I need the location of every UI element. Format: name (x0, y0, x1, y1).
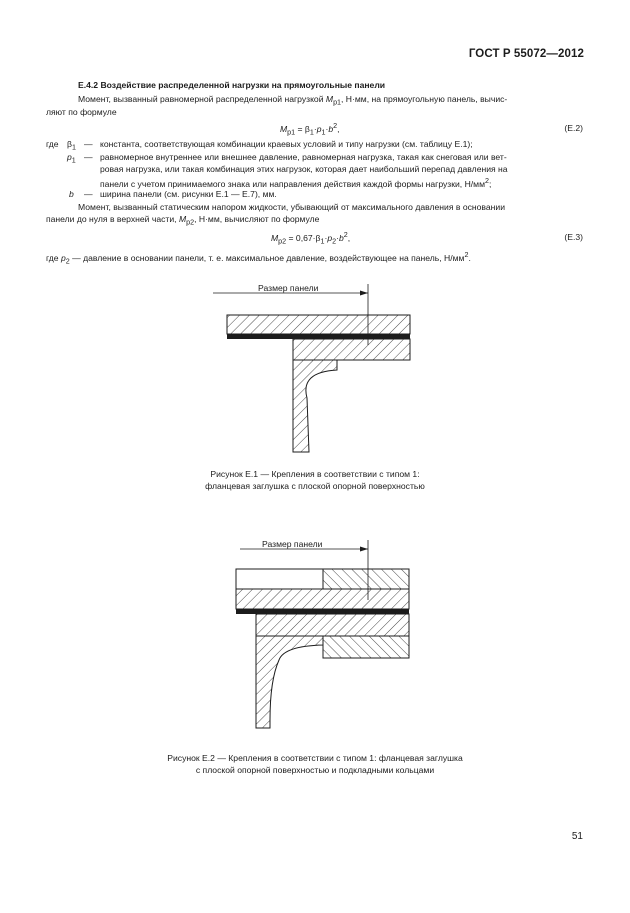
formula-e3-number: (Е.3) (564, 232, 583, 242)
fig2-caption-line1: Рисунок Е.2 — Крепления в соответствии с типом 1: фланцевая заглушка (167, 753, 463, 763)
para2-line1: Момент, вызванный статическим напором жидкости, убывающий от максимального давления в основании (78, 202, 506, 212)
def-p1-line1: равномерное внутреннее или внешнее давление, равномерная нагрузка, такая как снеговая или вет- (100, 152, 507, 162)
fig2-dimension-label: Размер панели (262, 539, 323, 549)
def-p1-dash: — (84, 152, 93, 162)
def-p1-line2: ровая нагрузка, или такая комбинация этих нагрузок, которая дает наибольший перепад давления на (100, 164, 508, 174)
fig2-caption-line2: с плоской опорной поверхностью и подкладными кольцами (195, 765, 435, 775)
def-p1-symbol: $p_1$ (67, 152, 76, 165)
fig1-caption (0, 468, 630, 492)
formula-e3: $M_{p2} = 0,67\cdot\beta_1\cdot p_2\cdot b^2$, (271, 231, 351, 246)
def-b-symbol: b (69, 189, 74, 199)
def-beta-text: константа, соответствующая комбинации краевых условий и типу нагрузки (см. таблицу Е.1); (100, 139, 473, 149)
formula-e2: $M_{p1} = \beta_1\cdot p_1\cdot b^2$, (280, 122, 340, 137)
def-b-dash: — (84, 189, 93, 199)
page-number: 51 (571, 831, 583, 842)
fig1-caption-line2: фланцевая заглушка с плоской опорной поверхностью (205, 481, 425, 491)
def-b-text: ширина панели (см. рисунки Е.1 — Е.7), мм. (100, 189, 277, 199)
fig1-dimension-label: Размер панели (258, 283, 319, 293)
def-p1-line3: панели с учетом принимаемого знака или направления действия каждой формы нагрузки, $Н/мм^2$; (100, 177, 492, 189)
fig1-caption-line1: Рисунок Е.1 — Крепления в соответствии с типом 1: (210, 469, 420, 479)
where-label: где (46, 139, 59, 149)
intro-paragraph-line2: ляют по формуле (46, 107, 117, 117)
def-beta-dash: — (84, 139, 93, 149)
standard-designation: ГОСТ Р 55072—2012 (468, 48, 584, 60)
formula-e2-number: (Е.2) (564, 123, 583, 133)
fig2-caption (0, 752, 630, 776)
section-heading: Е.4.2 Воздействие распределенной нагрузки на прямоугольные панели (78, 80, 386, 90)
para3: где $p_2$ — давление в основании панели, т. е. максимальное давление, воздействующее на панель, $Н/мм^2$. (46, 251, 471, 266)
para2-line2: панели до нуля в верхней части, $M_{p2}$, Н·мм, вычисляют по формуле (46, 214, 320, 227)
intro-paragraph-line1: Момент, вызванный равномерной распределенной нагрузкой $M_{p1}$, Н·мм, на прямоугольную панель, вычис- (78, 94, 508, 107)
def-beta-symbol: $\beta_1$ (67, 139, 76, 152)
